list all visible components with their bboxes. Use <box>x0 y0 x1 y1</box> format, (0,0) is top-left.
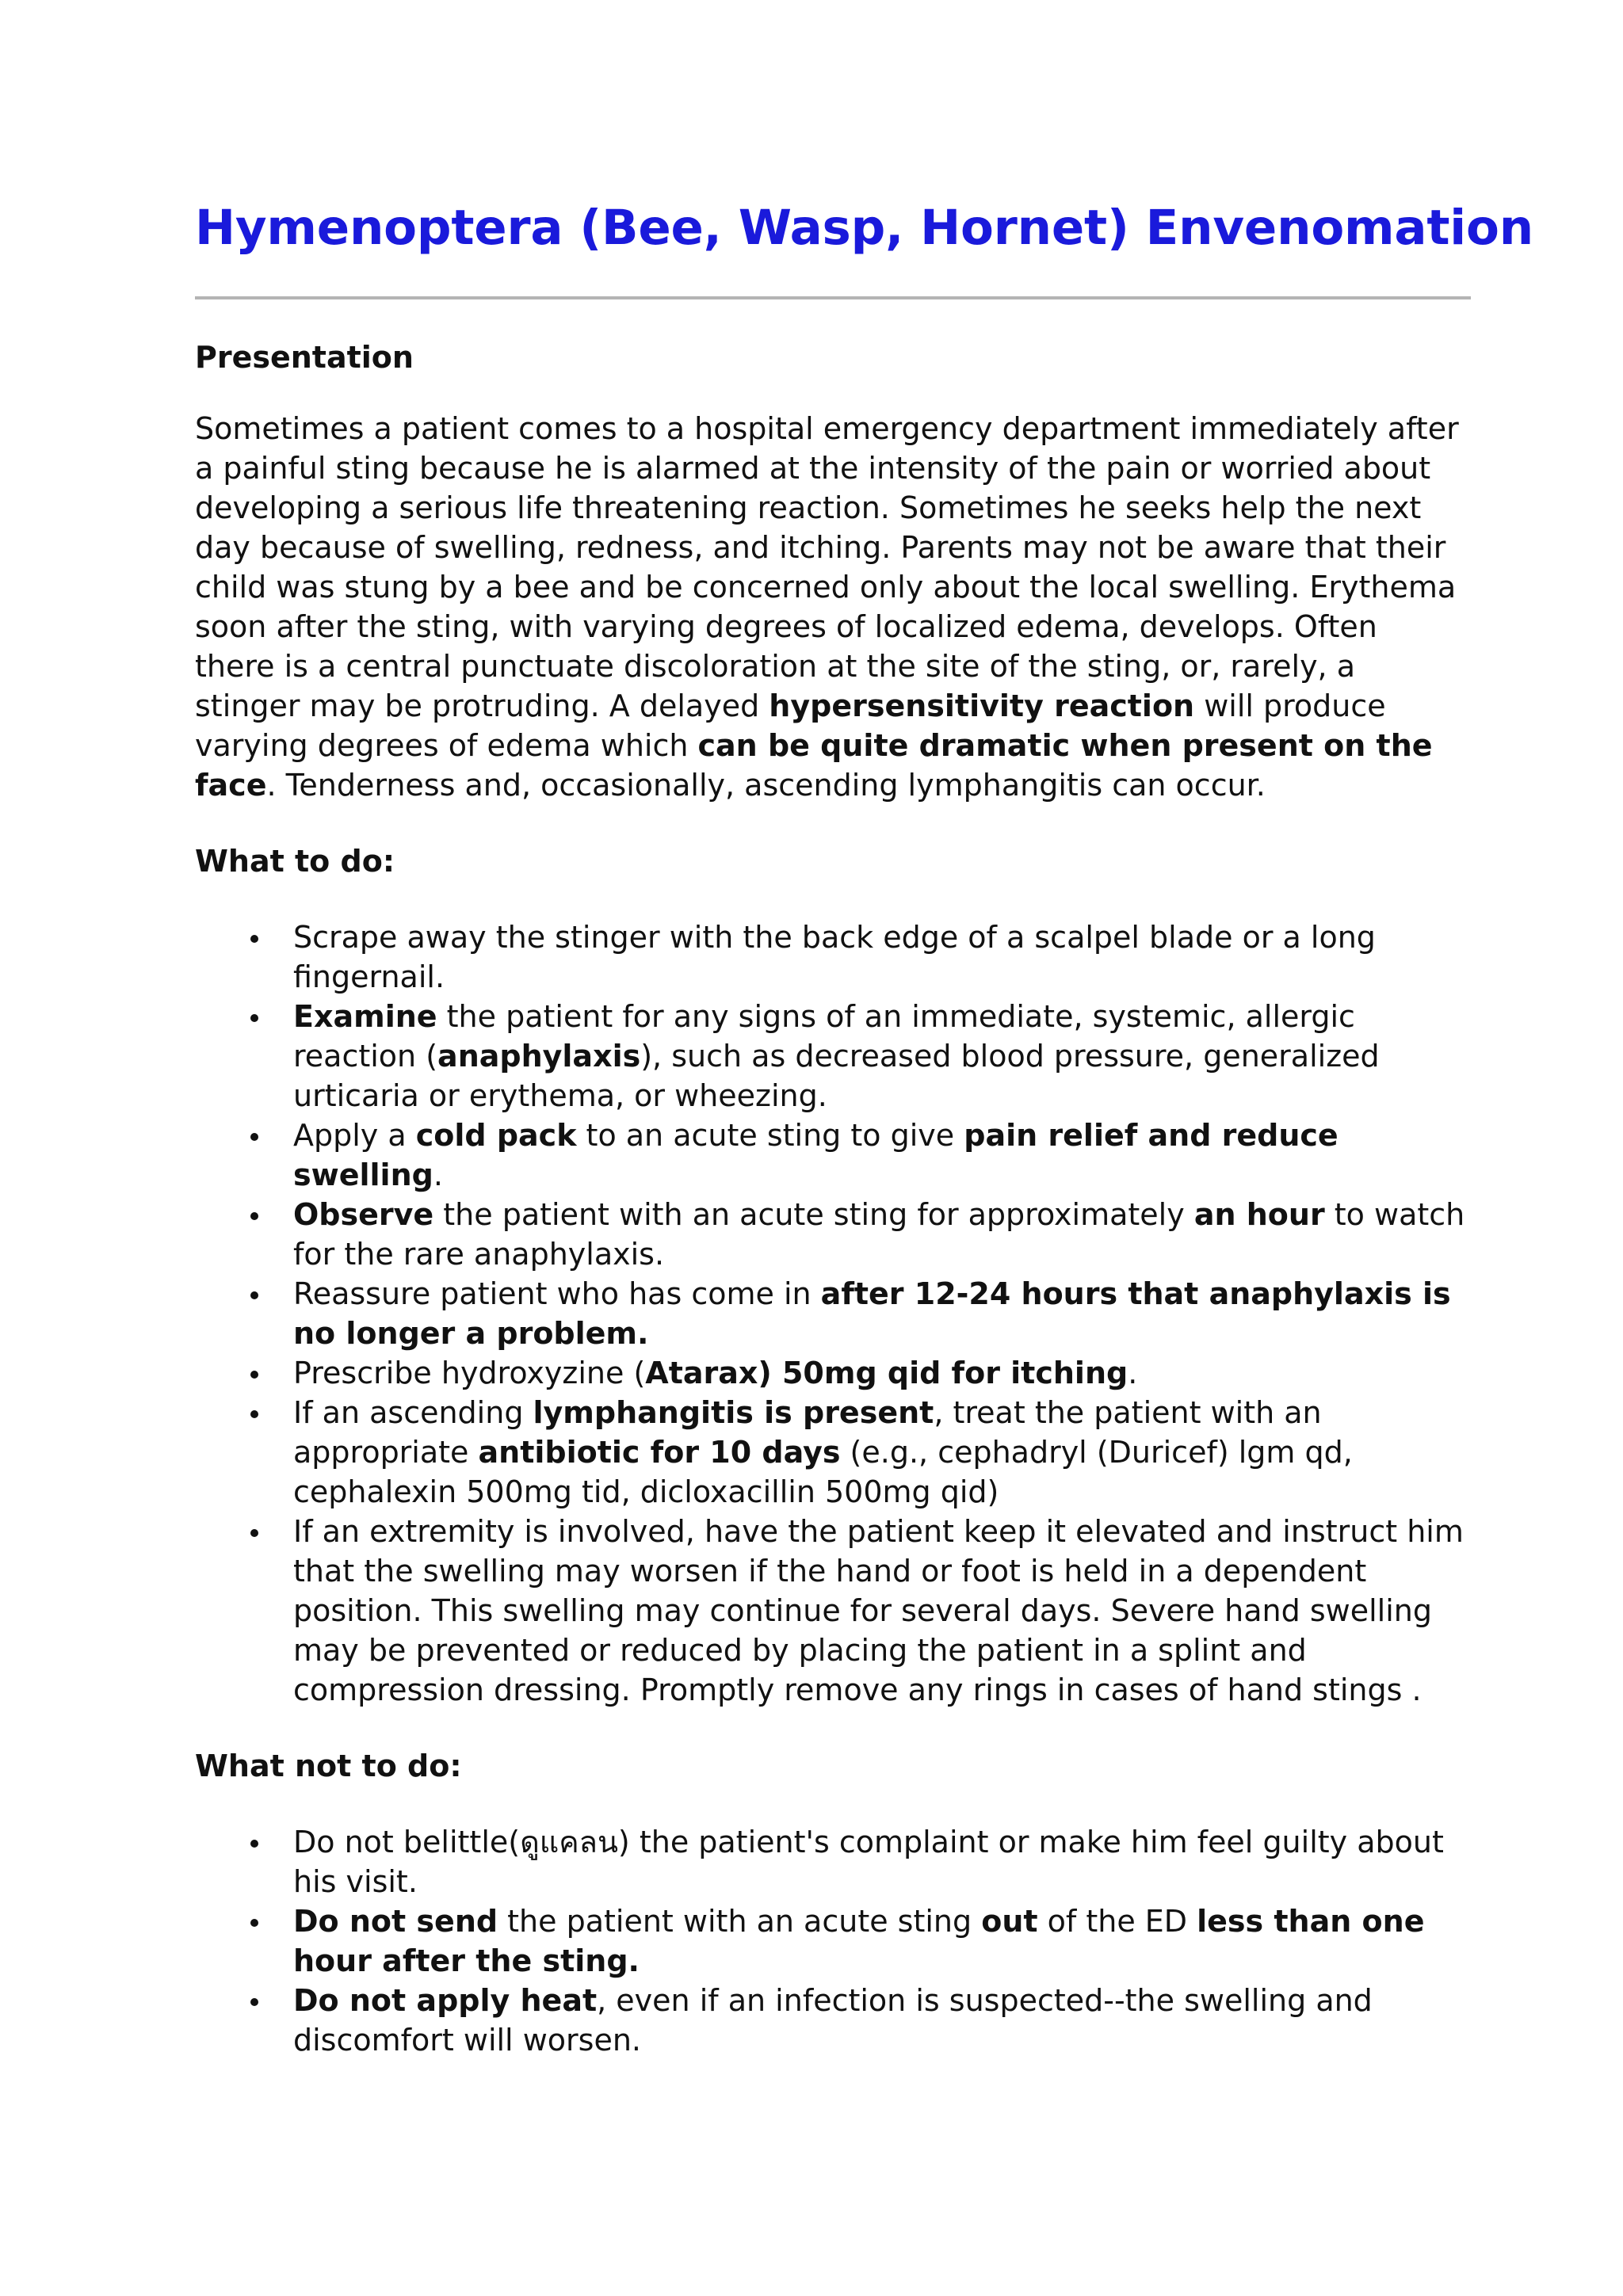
bold-text: anaphylaxis <box>437 1039 641 1074</box>
bullet-icon <box>250 1529 258 1537</box>
bullet-icon <box>250 1410 258 1418</box>
bullet-icon <box>250 1014 258 1022</box>
bold-text: less than one hour after the sting. <box>293 1904 1425 1978</box>
bullet-icon <box>250 1371 258 1379</box>
bold-text: an hour <box>1193 1197 1325 1232</box>
list-item <box>293 1116 1482 1195</box>
text-run: , treat the patient with an appropriate <box>293 1395 1322 1470</box>
bold-text: cold pack <box>415 1118 577 1153</box>
bold-text: Do not send <box>293 1904 498 1939</box>
text-run: the patient with an acute sting <box>498 1904 982 1939</box>
text-run: to an acute sting to give <box>576 1118 964 1153</box>
text-run: If an extremity is involved, have the patient keep it elevated and instruct him that the swelling may worsen if the hand or foot is held in a dependent position. This swelling may continue for several days. Severe hand swelling may be prevented or reduced by placing the patient in a splint and compression dressing. Promptly remove any rings in cases of hand stings . <box>293 1514 1464 1707</box>
text-run: of the ED <box>1037 1904 1197 1939</box>
bold-text: pain relief and reduce swelling <box>293 1118 1338 1192</box>
bullet-icon <box>250 935 258 943</box>
document-page <box>195 187 1533 2060</box>
bold-text: lymphangitis is present <box>533 1395 934 1430</box>
text-run: (e.g., cephadryl (Duricef) lgm qd, cephalexin 500mg tid, dicloxacillin 500mg qid) <box>293 1435 1353 1509</box>
bullet-icon <box>250 1840 258 1848</box>
bold-text: Do not apply heat <box>293 1983 598 2018</box>
bold-text: after 12-24 hours that anaphylaxis is no longer a problem. <box>293 1276 1451 1351</box>
presentation-heading: Presentation <box>195 340 414 375</box>
bold-text: can be quite dramatic when present on the face <box>195 728 1433 803</box>
text-run: Scrape away the stinger with the back edge of a scalpel blade or a long fingernail. <box>293 920 1376 994</box>
bullet-icon <box>250 1998 258 2006</box>
text-run: . <box>1128 1356 1138 1390</box>
text-run: the patient with an acute sting for approximately <box>433 1197 1194 1232</box>
text-run: Apply a <box>293 1118 416 1153</box>
page-title: Hymenoptera (Bee, Wasp, Hornet) Envenomation <box>195 200 1533 256</box>
bold-text: Atarax) 50mg qid for itching <box>645 1356 1128 1390</box>
list-item <box>293 1901 1482 1981</box>
title-divider <box>195 296 1471 299</box>
text-run: If an ascending <box>293 1395 533 1430</box>
bullet-icon <box>250 1919 258 1927</box>
bullet-icon <box>250 1291 258 1299</box>
list-item <box>293 997 1482 1116</box>
what-not-to-do-list <box>195 1822 1482 2060</box>
list-item <box>293 1195 1482 1274</box>
list-item <box>293 917 1482 997</box>
bold-text: antibiotic for 10 days <box>478 1435 841 1470</box>
text-run: ), such as decreased blood pressure, generalized urticaria or erythema, or wheezing. <box>293 1039 1380 1113</box>
what-not-to-do-heading: What not to do: <box>195 1749 462 1783</box>
text-run: Do not belittle(ดูแคลน) the patient's complaint or make him feel guilty about his visit. <box>293 1825 1444 1899</box>
list-item <box>293 1393 1482 1512</box>
text-run: . <box>433 1158 443 1192</box>
text-run: Prescribe hydroxyzine ( <box>293 1356 646 1390</box>
text-run: , even if an infection is suspected--the swelling and discomfort will worsen. <box>293 1983 1373 2058</box>
bold-text: out <box>981 1904 1038 1939</box>
presentation-paragraph <box>195 409 1463 805</box>
text-run: to watch for the rare anaphylaxis. <box>293 1197 1465 1272</box>
bullet-icon <box>250 1212 258 1220</box>
list-item <box>293 1274 1482 1353</box>
bold-text: Observe <box>293 1197 434 1232</box>
bullet-icon <box>250 1133 258 1141</box>
text-run: Reassure patient who has come in <box>293 1276 821 1311</box>
text-run: will produce varying degrees of edema which <box>195 688 1386 763</box>
text-run: . Tenderness and, occasionally, ascending lymphangitis can occur. <box>266 768 1266 803</box>
list-item <box>293 1353 1482 1393</box>
text-run: Sometimes a patient comes to a hospital emergency department immediately after a painful sting because he is alarmed at the intensity of the pain or worried about developing a serious life threatening reaction. Sometimes he seeks help the next day because of swelling, redness, and itching. Parents may not be aware that their child was stung by a bee and be concerned only about the local swelling. Erythema soon after the sting, with varying degrees of localized edema, develops. Often there is a central punctuate discoloration at the site of the sting, or, rarely, a stinger may be protruding. A delayed <box>195 411 1459 723</box>
list-item <box>293 1981 1482 2060</box>
what-to-do-heading: What to do: <box>195 844 395 879</box>
list-item <box>293 1512 1482 1710</box>
list-item <box>293 1822 1482 1901</box>
what-to-do-list <box>195 917 1482 1710</box>
bold-text: hypersensitivity reaction <box>769 688 1195 723</box>
text-run: the patient for any signs of an immediate, systemic, allergic reaction ( <box>293 999 1355 1074</box>
bold-text: Examine <box>293 999 437 1034</box>
